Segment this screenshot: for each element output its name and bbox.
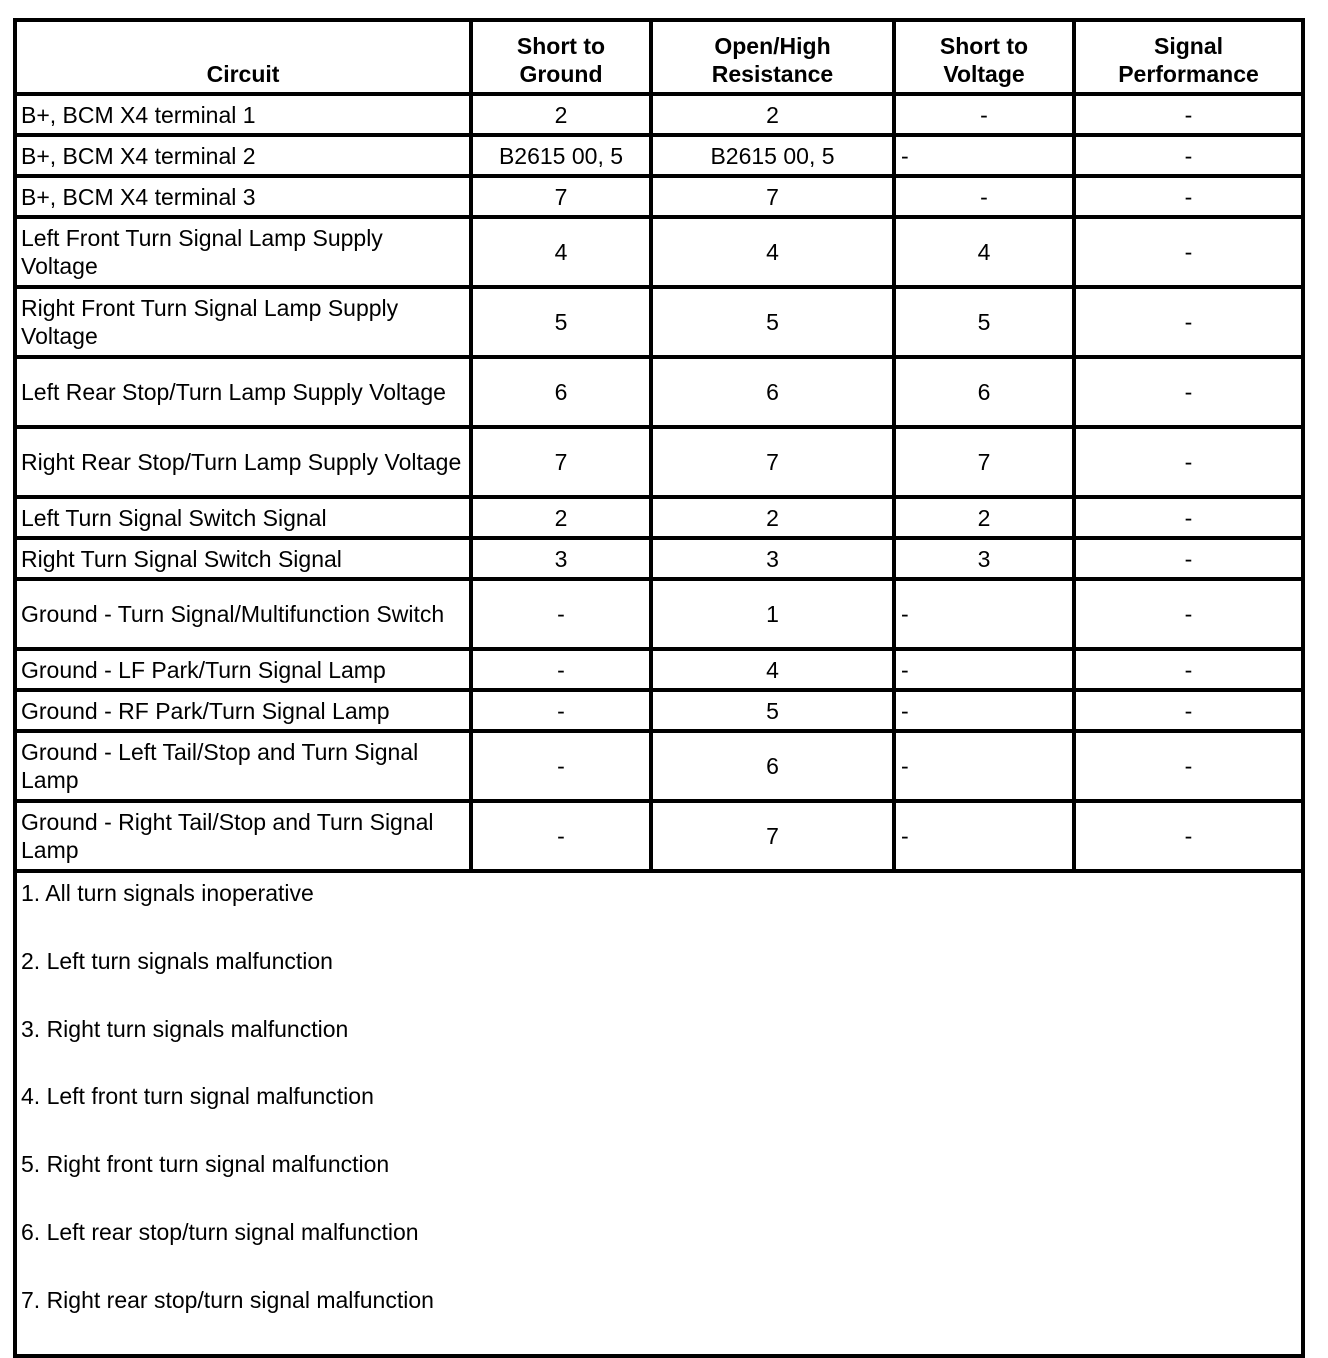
table-row	[15, 801, 1303, 871]
open-high-resistance-cell: 2	[651, 94, 894, 135]
open-high-resistance-cell: 7	[651, 176, 894, 217]
short-to-ground-cell: 7	[471, 427, 651, 497]
table-body	[15, 94, 1303, 871]
short-to-ground-cell: -	[471, 690, 651, 731]
signal-performance-cell: -	[1074, 538, 1303, 579]
circuit-cell: Right Rear Stop/Turn Lamp Supply Voltage	[15, 427, 471, 497]
short-to-ground-cell: 2	[471, 94, 651, 135]
circuit-cell: Ground - LF Park/Turn Signal Lamp	[15, 649, 471, 690]
header-circuit: Circuit	[15, 20, 471, 94]
table-row	[15, 649, 1303, 690]
table-row	[15, 217, 1303, 287]
signal-performance-cell: -	[1074, 801, 1303, 871]
short-to-ground-cell: 5	[471, 287, 651, 357]
notes-cell	[15, 871, 1303, 1356]
open-high-resistance-cell: 7	[651, 801, 894, 871]
signal-performance-cell: -	[1074, 427, 1303, 497]
short-to-voltage-cell: -	[894, 94, 1074, 135]
table-row	[15, 497, 1303, 538]
signal-performance-cell: -	[1074, 497, 1303, 538]
header-row	[15, 20, 1303, 94]
table-row	[15, 579, 1303, 649]
signal-performance-cell: -	[1074, 357, 1303, 427]
circuit-cell: Ground - Right Tail/Stop and Turn Signal Lamp	[15, 801, 471, 871]
short-to-voltage-cell: 2	[894, 497, 1074, 538]
short-to-voltage-cell: 3	[894, 538, 1074, 579]
circuit-cell: Left Rear Stop/Turn Lamp Supply Voltage	[15, 357, 471, 427]
signal-performance-cell: -	[1074, 94, 1303, 135]
short-to-ground-cell: -	[471, 579, 651, 649]
table-row	[15, 287, 1303, 357]
short-to-ground-cell: -	[471, 649, 651, 690]
note-item: 3. Right turn signals malfunction	[21, 1015, 349, 1042]
circuit-cell: B+, BCM X4 terminal 1	[15, 94, 471, 135]
short-to-voltage-cell: -	[894, 135, 1074, 176]
table-row	[15, 135, 1303, 176]
note-item: 6. Left rear stop/turn signal malfunction	[21, 1218, 419, 1245]
short-to-voltage-cell: 7	[894, 427, 1074, 497]
short-to-ground-cell: 6	[471, 357, 651, 427]
short-to-ground-cell: -	[471, 801, 651, 871]
signal-performance-cell: -	[1074, 287, 1303, 357]
open-high-resistance-cell: 4	[651, 649, 894, 690]
open-high-resistance-cell: 2	[651, 497, 894, 538]
open-high-resistance-cell: 5	[651, 287, 894, 357]
table-row	[15, 538, 1303, 579]
note-item: 1. All turn signals inoperative	[21, 880, 314, 906]
table-row	[15, 690, 1303, 731]
header-signal-performance: Signal Performance	[1074, 20, 1303, 94]
note-item: 5. Right front turn signal malfunction	[21, 1151, 390, 1178]
circuit-cell: Right Front Turn Signal Lamp Supply Voltage	[15, 287, 471, 357]
short-to-ground-cell: 3	[471, 538, 651, 579]
short-to-voltage-cell: -	[894, 690, 1074, 731]
header-short-to-voltage: Short to Voltage	[894, 20, 1074, 94]
open-high-resistance-cell: 7	[651, 427, 894, 497]
circuit-cell: Ground - Turn Signal/Multifunction Switch	[15, 579, 471, 649]
header-short-to-ground: Short to Ground	[471, 20, 651, 94]
signal-performance-cell: -	[1074, 217, 1303, 287]
circuit-cell: Right Turn Signal Switch Signal	[15, 538, 471, 579]
signal-performance-cell: -	[1074, 135, 1303, 176]
signal-performance-cell: -	[1074, 690, 1303, 731]
short-to-voltage-cell: -	[894, 801, 1074, 871]
open-high-resistance-cell: 3	[651, 538, 894, 579]
open-high-resistance-cell: 6	[651, 357, 894, 427]
table-row	[15, 176, 1303, 217]
signal-performance-cell: -	[1074, 649, 1303, 690]
short-to-voltage-cell: -	[894, 176, 1074, 217]
short-to-voltage-cell: 4	[894, 217, 1074, 287]
open-high-resistance-cell: 4	[651, 217, 894, 287]
signal-performance-cell: -	[1074, 176, 1303, 217]
circuit-diagnostic-table	[13, 18, 1305, 1358]
short-to-ground-cell: 7	[471, 176, 651, 217]
short-to-ground-cell: 4	[471, 217, 651, 287]
note-item: 7. Right rear stop/turn signal malfunction	[21, 1286, 434, 1313]
circuit-cell: Left Front Turn Signal Lamp Supply Voltage	[15, 217, 471, 287]
circuit-cell: Ground - RF Park/Turn Signal Lamp	[15, 690, 471, 731]
open-high-resistance-cell: B2615 00, 5	[651, 135, 894, 176]
note-item: 2. Left turn signals malfunction	[21, 947, 333, 974]
short-to-ground-cell: 2	[471, 497, 651, 538]
table-row	[15, 357, 1303, 427]
circuit-cell: B+, BCM X4 terminal 2	[15, 135, 471, 176]
short-to-voltage-cell: -	[894, 731, 1074, 801]
circuit-cell: Ground - Left Tail/Stop and Turn Signal Lamp	[15, 731, 471, 801]
open-high-resistance-cell: 1	[651, 579, 894, 649]
table-row	[15, 94, 1303, 135]
short-to-ground-cell: -	[471, 731, 651, 801]
header-open-high-resistance: Open/High Resistance	[651, 20, 894, 94]
open-high-resistance-cell: 6	[651, 731, 894, 801]
signal-performance-cell: -	[1074, 579, 1303, 649]
short-to-voltage-cell: 5	[894, 287, 1074, 357]
circuit-cell: Left Turn Signal Switch Signal	[15, 497, 471, 538]
circuit-cell: B+, BCM X4 terminal 3	[15, 176, 471, 217]
open-high-resistance-cell: 5	[651, 690, 894, 731]
signal-performance-cell: -	[1074, 731, 1303, 801]
short-to-voltage-cell: -	[894, 649, 1074, 690]
notes-row	[15, 871, 1303, 1356]
short-to-voltage-cell: 6	[894, 357, 1074, 427]
table-row	[15, 427, 1303, 497]
table-row	[15, 731, 1303, 801]
note-item: 4. Left front turn signal malfunction	[21, 1083, 374, 1110]
short-to-voltage-cell: -	[894, 579, 1074, 649]
short-to-ground-cell: B2615 00, 5	[471, 135, 651, 176]
